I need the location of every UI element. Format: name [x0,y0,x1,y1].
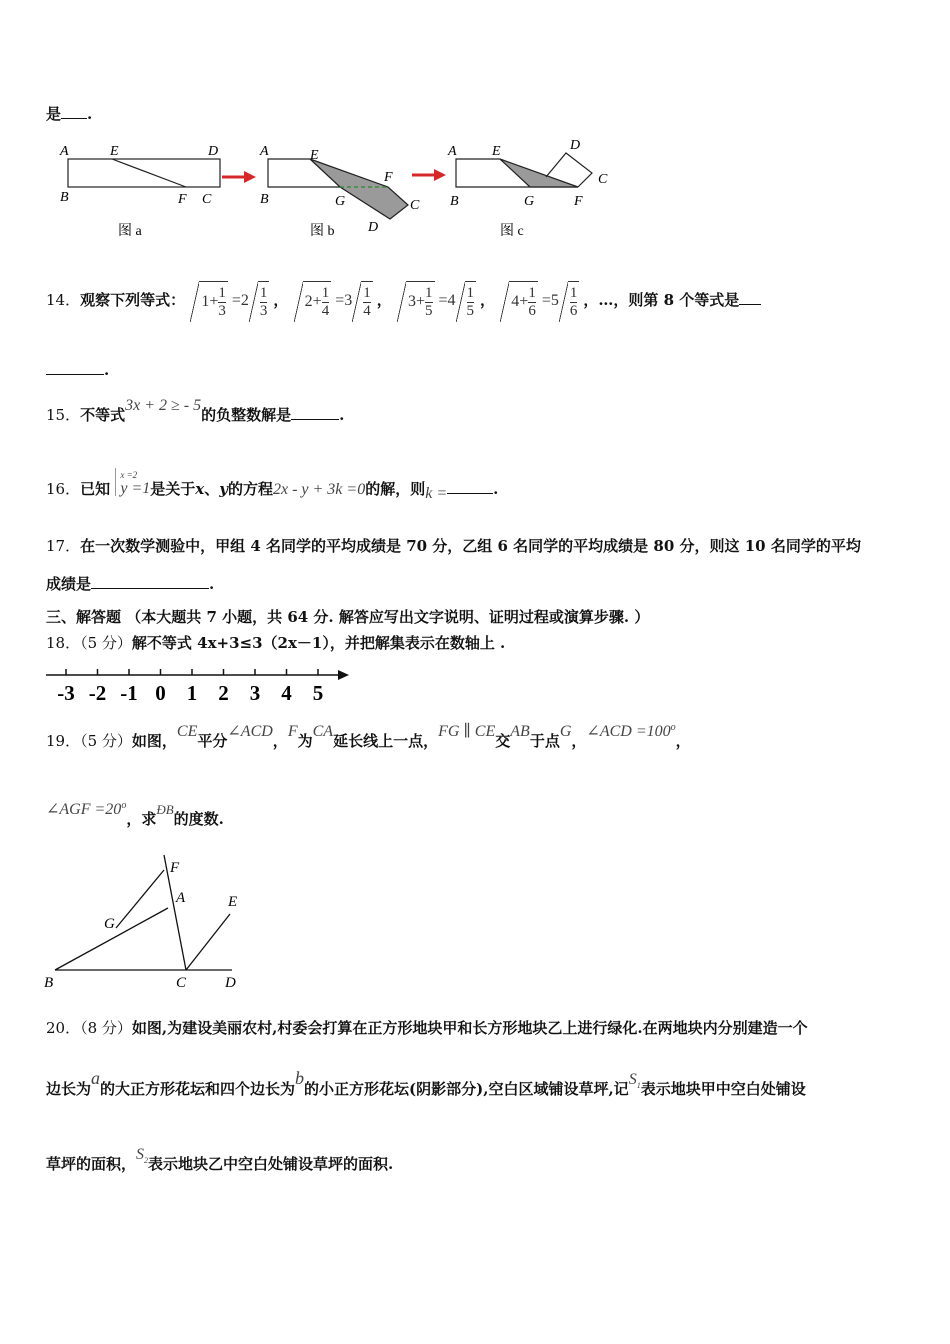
caption-c: 图 c [500,224,524,239]
answer-blank[interactable] [61,104,87,119]
answer-blank[interactable] [46,360,104,375]
svg-text:G: G [104,916,115,932]
answer-blank[interactable] [91,574,209,589]
answer-blank[interactable] [739,290,761,305]
tick-label: -3 [57,681,75,705]
question-16: 16．已知 x =2 y =1 是关于x、y的方程2x - y + 3k =0的解，则k = . [46,470,499,502]
equation-4: 4+ $\frac{1}{6}$ =5 $\frac{1}{6}$ [500,292,583,309]
question-20-line1: 20．（8 分）如图,为建设美丽农村,村委会打算在正方形地块甲和长方形地块乙上进行绿化.在两地块内分别建造一个 [46,1019,808,1037]
figure-a [59,144,220,239]
svg-text:G: G [335,194,346,209]
question-20-line2: 边长为a的大正方形花坛和四个边长为b的小正方形花坛(阴影部分),空白区域铺设草坪,记$S^1$表示地块甲中空白处铺设 [46,1068,806,1098]
question-18: 18．（5 分）解不等式 4x+3≤3（2x－1），并把解集表示在数轴上 . [46,634,506,652]
equation-system: x =2 y =1 [115,468,150,496]
question-20-line3: 草坪的面积，$S^2$表示地块乙中空白处铺设草坪的面积. [46,1146,394,1173]
svg-text:A: A [176,890,186,906]
svg-text:A: A [448,144,457,159]
angle-figure [40,850,260,995]
tick-label: -1 [120,681,138,705]
question-14: 14．观察下列等式： 1+ $\frac{1}{3}$ =2 $\frac{1}{3}$ ， 2+ $\frac{1}{4}$ =3 $\frac{1}{4}$ ， 3+ $\frac{1}{5}$ =4 $\frac{1}{5}$ ， 4+ $\frac{1}{6}$ =5 $\frac{1}{6}$ ，…，则第 8 个等式是 [46,280,761,322]
svg-text:A: A [260,144,269,159]
tick-label: 2 [218,681,229,705]
svg-text:C: C [598,172,608,187]
answer-blank[interactable] [447,479,493,494]
svg-text:C: C [176,975,187,991]
question-19-line1: 19．（5 分）如图，CE平分∠ACD，F为CA延长线上一点，FG ∥ CE交AB于点G，∠ACD $=100^o$， [46,722,691,750]
arrow-icon [412,169,446,181]
svg-text:E: E [492,144,501,159]
inequality: 3x + 2 ≥ - 5 [125,397,202,414]
arrow-icon [222,171,256,183]
section-3-heading: 三、解答题 （本大题共 7 小题，共 64 分. 解答应写出文字说明、证明过程或演算步骤. ） [46,608,650,626]
label-D: D [208,144,219,159]
svg-text:D: D [368,220,379,235]
figure-b [259,144,420,239]
figure-c [447,138,608,239]
svg-text:B: B [44,975,54,991]
svg-text:F: F [574,194,583,209]
caption-b: 图 b [310,224,335,239]
answer-blank[interactable] [291,405,339,420]
label-F: F [178,192,187,207]
svg-text:F: F [170,860,180,876]
arrow-icon [338,670,349,680]
tick-label: 3 [249,681,261,705]
svg-text:B: B [260,192,269,207]
question-17-line2: 成绩是 . [46,575,215,593]
label-E: E [110,144,119,159]
caption-a: 图 a [118,224,142,239]
q13-tail: 是 . [46,105,93,123]
question-17-line1: 17．在一次数学测验中，甲组 4 名同学的平均成绩是 70 分，乙组 6 名同学的平均成绩是 80 分，则这 10 名同学的平均 [46,537,861,555]
number-line [44,664,354,706]
folding-figure [50,135,630,245]
equation-1: 1+ $\frac{1}{3}$ =2 $\frac{1}{3}$ [190,292,273,309]
equation-2: 2+ $\frac{1}{4}$ =3 $\frac{1}{4}$ [294,292,377,309]
svg-text:D: D [570,138,581,153]
label-B: B [60,190,69,205]
tick-label: 5 [312,681,324,705]
svg-text:D: D [225,975,236,991]
question-15: 15．不等式3x + 2 ≥ - 5的负整数解是 . [46,397,345,424]
svg-text:B: B [450,194,459,209]
svg-text:G: G [524,194,535,209]
tick-label: -2 [88,681,107,705]
equation-3: 3+ $\frac{1}{5}$ =4 $\frac{1}{5}$ [397,292,480,309]
svg-text:F: F [384,170,393,185]
svg-text:E: E [228,894,238,910]
question-19-line2: ∠AGF $=20^o$，求ÐB的度数. [46,800,224,828]
label-A: A [60,144,69,159]
svg-text:C: C [410,198,420,213]
tick-label: 1 [186,681,198,705]
svg-text:E: E [310,148,319,163]
tick-label: 0 [155,681,166,705]
q14-continuation: . [46,360,109,379]
label-C: C [202,192,212,207]
tick-label: 4 [281,681,292,705]
